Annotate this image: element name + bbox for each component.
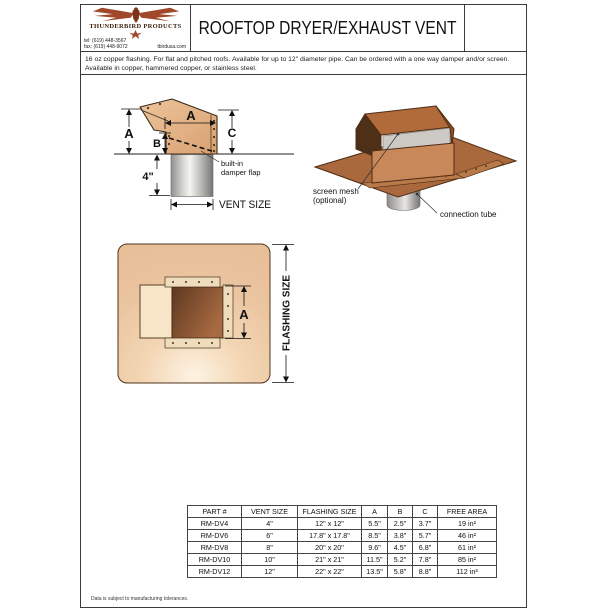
spec-table-body bbox=[188, 518, 497, 578]
fax-line: fax: (619) 448-9072 bbox=[84, 44, 128, 50]
dim-a-left-label: A bbox=[124, 126, 134, 141]
screen-mesh-label-line1: screen mesh bbox=[313, 187, 359, 196]
table-row bbox=[188, 566, 497, 578]
table-cell: 5.2" bbox=[388, 554, 413, 566]
screen-mesh-label-line2: (optional) bbox=[313, 196, 347, 205]
connection-tube-label: connection tube bbox=[440, 210, 497, 219]
dimension-vent-size bbox=[171, 199, 213, 210]
table-cell: 2.5" bbox=[388, 518, 413, 530]
table-cell: 3.8" bbox=[388, 530, 413, 542]
vent-opening-top bbox=[172, 287, 223, 338]
table-cell: 19 in² bbox=[438, 518, 497, 530]
table-cell: 112 in² bbox=[438, 566, 497, 578]
title-cell bbox=[191, 5, 465, 51]
table-cell: 12" x 12" bbox=[298, 518, 362, 530]
col-header-vent-size: VENT SIZE bbox=[242, 506, 298, 518]
flashing-size-label: FLASHING SIZE bbox=[281, 274, 293, 351]
table-cell: 8" bbox=[242, 542, 298, 554]
table-header-row bbox=[188, 506, 497, 518]
damper-label-line2: damper flap bbox=[221, 168, 261, 177]
dim-a-topview-label: A bbox=[239, 307, 249, 322]
table-cell: 12" bbox=[242, 566, 298, 578]
table-cell: 5.8" bbox=[388, 566, 413, 578]
website-label: tbirdusa.com bbox=[157, 44, 186, 50]
contact-info bbox=[84, 38, 186, 50]
footer-note: Data is subject to manufacturing tolerances. bbox=[91, 596, 189, 602]
vent-tube-side bbox=[171, 155, 213, 197]
vent-hood-side bbox=[140, 99, 217, 154]
vent-lid-top bbox=[140, 285, 172, 338]
page-title: ROOFTOP DRYER/EXHAUST VENT bbox=[198, 17, 457, 38]
logo-cell bbox=[81, 5, 191, 51]
table-cell: 6" bbox=[242, 530, 298, 542]
iso-view-diagram bbox=[306, 89, 526, 234]
table-cell: 46 in² bbox=[438, 530, 497, 542]
table-cell: 13.5" bbox=[362, 566, 388, 578]
table-row bbox=[188, 518, 497, 530]
table-cell: 17.8" x 17.8" bbox=[298, 530, 362, 542]
table-cell: RM-DV12 bbox=[188, 566, 242, 578]
dim-c-label: C bbox=[227, 126, 237, 140]
table-cell: 5.5" bbox=[362, 518, 388, 530]
table-row bbox=[188, 542, 497, 554]
table-cell: RM-DV6 bbox=[188, 530, 242, 542]
col-header-c: C bbox=[413, 506, 438, 518]
table-cell: 21" x 21" bbox=[298, 554, 362, 566]
col-header-free-area: FREE AREA bbox=[438, 506, 497, 518]
table-cell: 10" bbox=[242, 554, 298, 566]
header bbox=[81, 5, 526, 52]
table-cell: 6.8" bbox=[413, 542, 438, 554]
table-cell: RM-DV4 bbox=[188, 518, 242, 530]
col-header-a: A bbox=[362, 506, 388, 518]
side-view-diagram bbox=[98, 89, 303, 229]
table-row bbox=[188, 530, 497, 542]
dim-4in-label: 4" bbox=[142, 171, 154, 183]
col-header-b: B bbox=[388, 506, 413, 518]
tel-line: tel: (619) 448-3567 bbox=[84, 38, 127, 44]
col-header-part: PART # bbox=[188, 506, 242, 518]
vent-size-label: VENT SIZE bbox=[219, 199, 271, 211]
company-name: THUNDERBIRD PRODUCTS bbox=[89, 23, 182, 30]
header-empty-cell bbox=[465, 5, 526, 51]
table-cell: 9.6" bbox=[362, 542, 388, 554]
top-view-diagram bbox=[105, 243, 305, 408]
table-cell: 5.7" bbox=[413, 530, 438, 542]
table-cell: RM-DV10 bbox=[188, 554, 242, 566]
table-cell: 85 in² bbox=[438, 554, 497, 566]
description-text: 16 oz copper flashing. For flat and pitched roofs. Available for up to 12" diameter pipe. Can be ordered with a one way damper and/or screen. Available in copper, hammered copper, or stainless steel. bbox=[81, 52, 526, 75]
col-header-flashing-size: FLASHING SIZE bbox=[298, 506, 362, 518]
thunderbird-logo-icon bbox=[86, 6, 186, 24]
spec-sheet-page bbox=[80, 4, 527, 608]
table-cell: 4.5" bbox=[388, 542, 413, 554]
dim-b-label: B bbox=[153, 138, 161, 150]
table-cell: RM-DV8 bbox=[188, 542, 242, 554]
dim-a-top-label: A bbox=[186, 108, 196, 123]
table-cell: 8.8" bbox=[413, 566, 438, 578]
damper-label-line1: built-in bbox=[221, 159, 244, 168]
table-cell: 8.5" bbox=[362, 530, 388, 542]
drawing-area bbox=[81, 75, 526, 607]
table-cell: 22" x 22" bbox=[298, 566, 362, 578]
table-cell: 61 in² bbox=[438, 542, 497, 554]
table-cell: 11.5" bbox=[362, 554, 388, 566]
table-row bbox=[188, 554, 497, 566]
table-cell: 4" bbox=[242, 518, 298, 530]
table-cell: 20" x 20" bbox=[298, 542, 362, 554]
table-cell: 7.8" bbox=[413, 554, 438, 566]
table-cell: 3.7" bbox=[413, 518, 438, 530]
spec-table bbox=[187, 505, 497, 578]
